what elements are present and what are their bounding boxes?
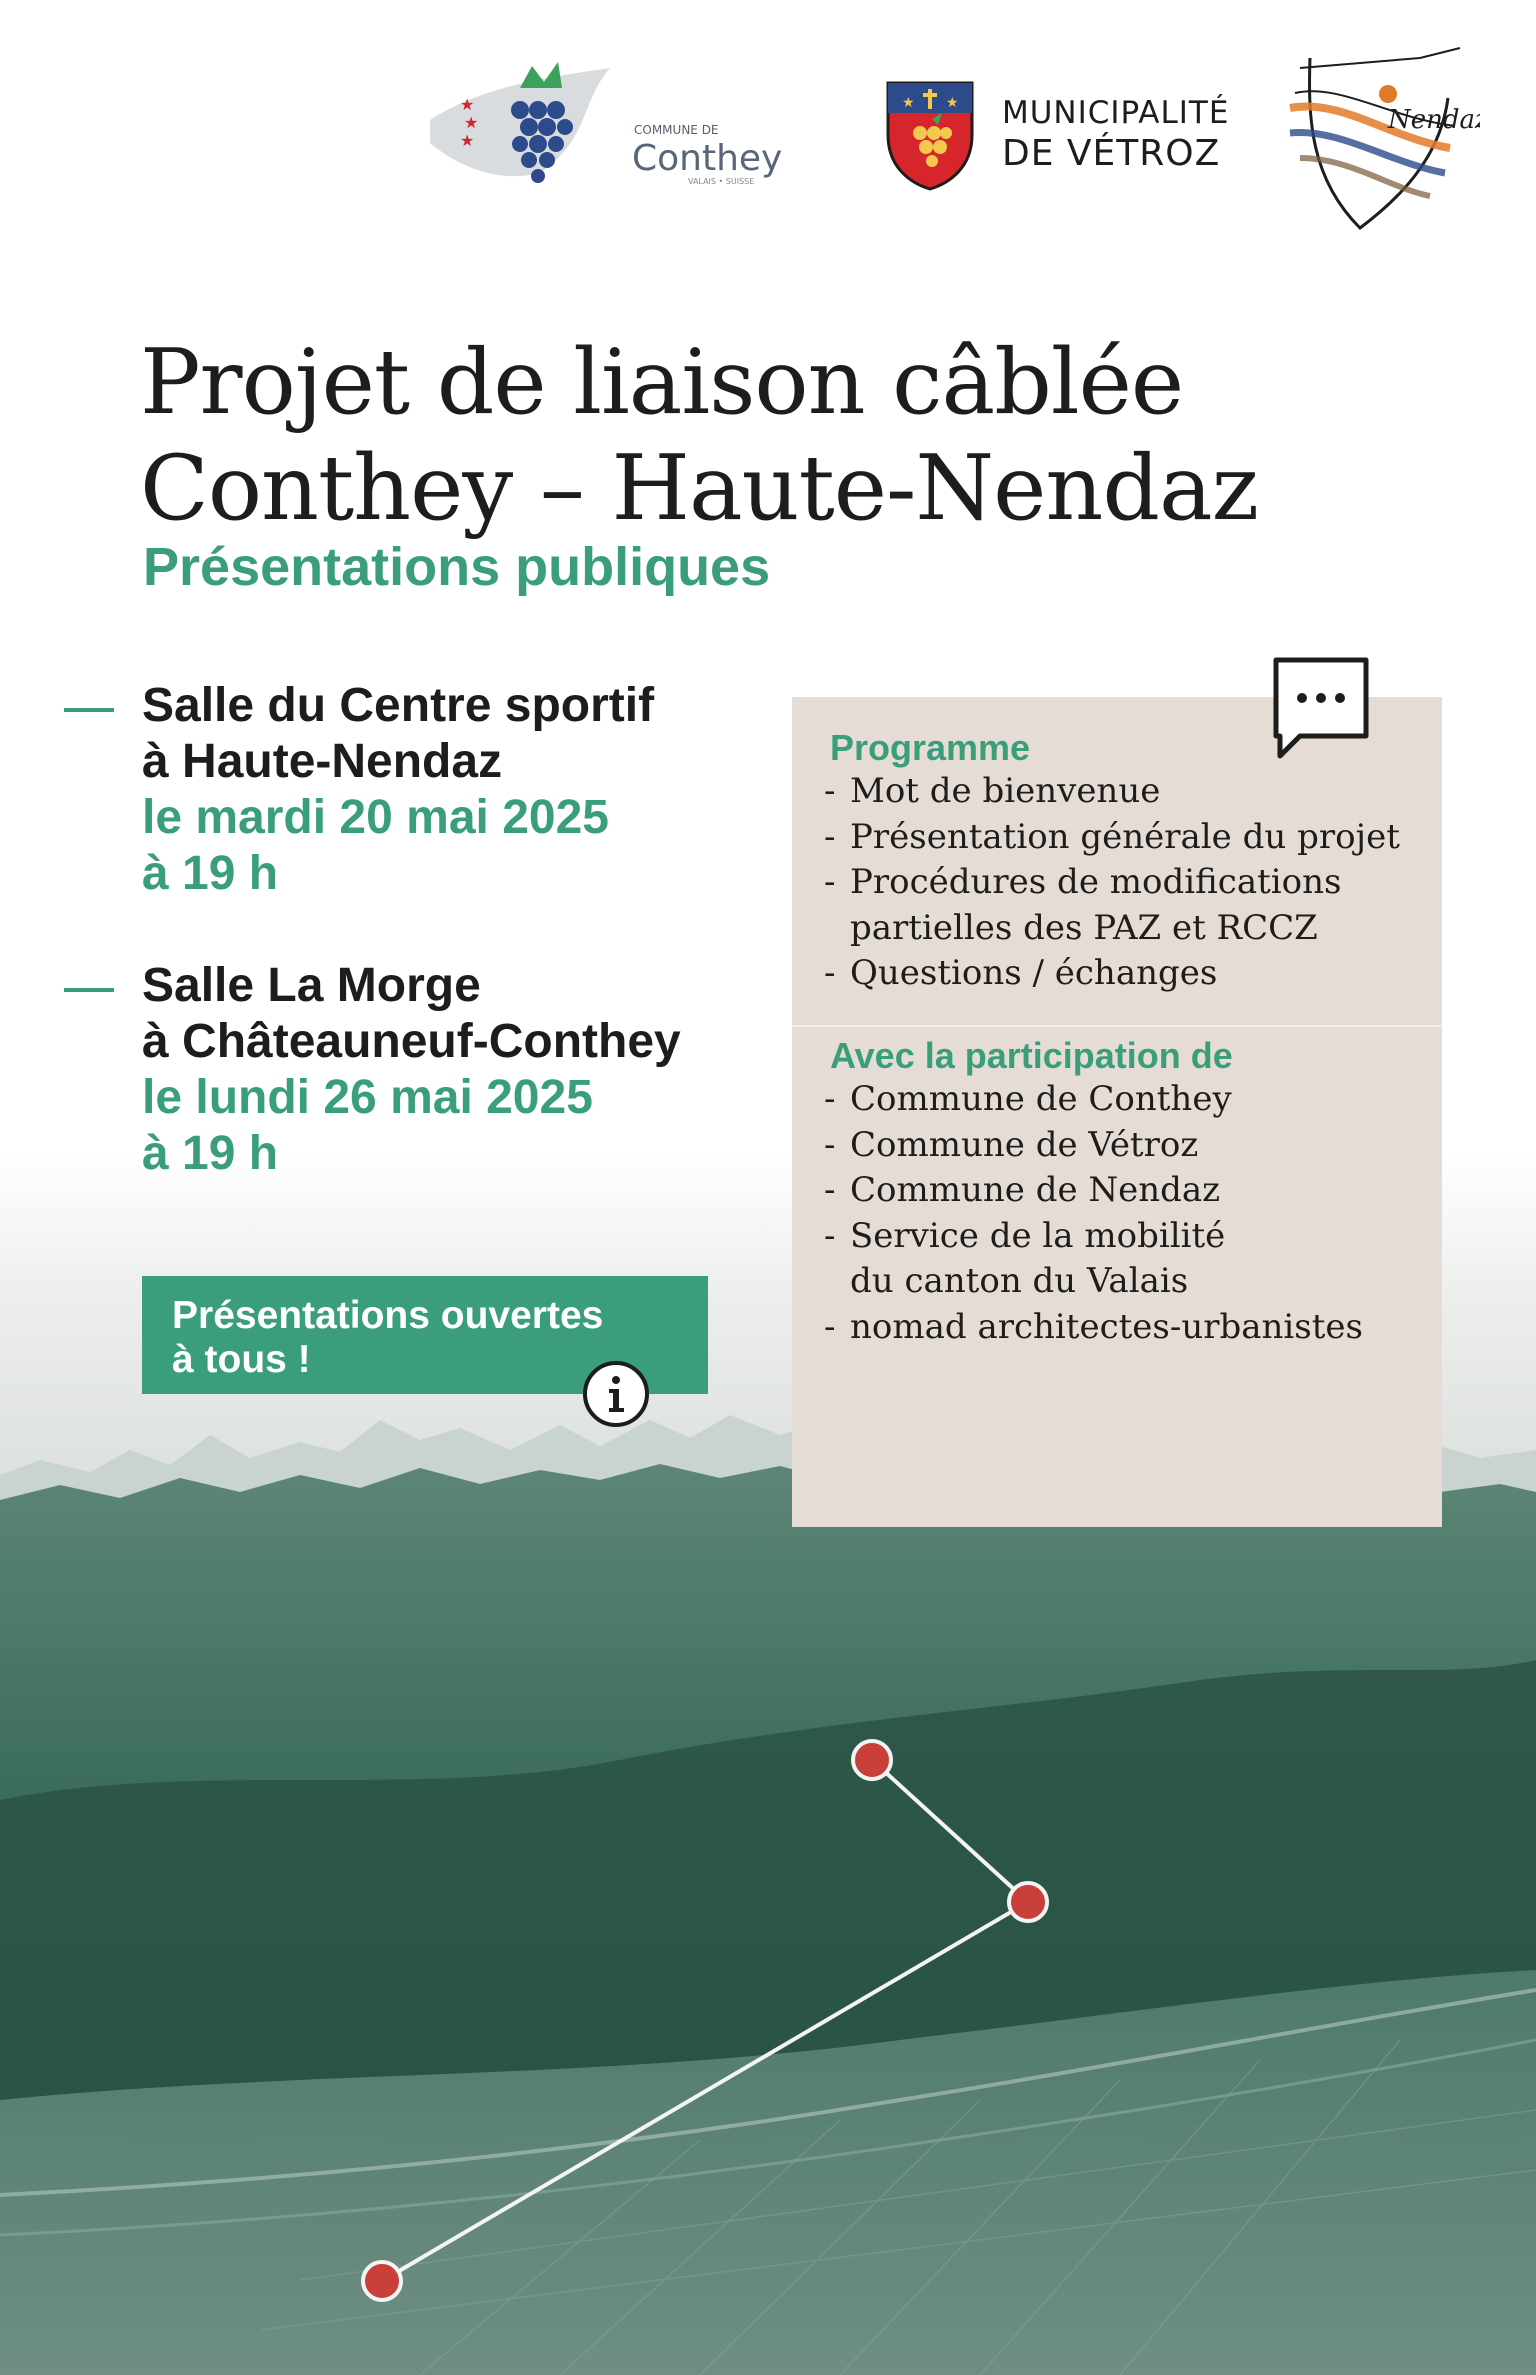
title-line-1: Projet de liaison câblée <box>140 330 1184 435</box>
svg-text:★: ★ <box>460 133 475 150</box>
svg-text:★: ★ <box>946 94 959 110</box>
dash-marker <box>64 708 114 712</box>
station-middle <box>1009 1883 1047 1921</box>
station-bottom <box>363 2262 401 2300</box>
vetroz-line2: DE VÉTROZ <box>1002 133 1221 174</box>
svg-text:★: ★ <box>902 94 915 110</box>
svg-text:Nendaz: Nendaz <box>1388 105 1480 135</box>
list-item: - Service de la mobilité <box>824 1214 1363 1260</box>
list-item: - nomad architectes-urbanistes <box>824 1305 1363 1351</box>
dash-marker <box>64 988 114 992</box>
participants-heading: Avec la participation de <box>830 1035 1233 1076</box>
event-venue: Salle du Centre sportif <box>142 679 655 732</box>
flower-icon <box>1379 85 1397 103</box>
event-date: le lundi 26 mai 2025 <box>142 1071 593 1124</box>
list-item-continuation: du canton du Valais <box>850 1261 1189 1301</box>
logo-vetroz <box>880 75 1230 195</box>
list-item: - Présentation générale du projet <box>824 815 1400 861</box>
open-line-1: Présentations ouvertes <box>172 1294 604 1337</box>
grape-leaf-icon <box>520 62 562 88</box>
chat-bubble-icon <box>1266 652 1376 762</box>
logo-conthey <box>420 48 800 198</box>
svg-text:★: ★ <box>460 97 475 114</box>
programme-panel <box>792 697 1442 1527</box>
list-item: - Procédures de modifications <box>824 860 1400 906</box>
svg-text:★: ★ <box>464 115 479 132</box>
svg-text:VALAIS • SUISSE: VALAIS • SUISSE <box>688 177 755 186</box>
event-location: à Haute-Nendaz <box>142 735 503 788</box>
subtitle: Présentations publiques <box>143 537 771 597</box>
list-item-continuation: partielles des PAZ et RCCZ <box>850 907 1318 948</box>
open-to-all-banner <box>142 1276 708 1394</box>
event-time: à 19 h <box>142 1127 279 1180</box>
list-item: - Questions / échanges <box>824 951 1400 997</box>
list-item: - Commune de Vétroz <box>824 1123 1363 1169</box>
event-chateauneuf-conthey <box>142 958 782 1182</box>
svg-text:Conthey: Conthey <box>632 138 783 179</box>
event-location: à Châteauneuf-Conthey <box>142 1015 681 1068</box>
logo-conthey-brushstroke <box>430 68 610 176</box>
event-time: à 19 h <box>142 847 279 900</box>
station-top <box>853 1741 891 1779</box>
list-item: - Mot de bienvenue <box>824 769 1400 815</box>
page-title <box>140 330 1440 542</box>
panel-divider <box>792 1025 1442 1027</box>
event-haute-nendaz <box>142 678 782 902</box>
participants-list <box>824 1077 1363 1350</box>
title-line-2: Conthey – Haute-Nendaz <box>140 436 1259 541</box>
vetroz-line1: MUNICIPALITÉ <box>1002 95 1230 131</box>
svg-text:COMMUNE DE: COMMUNE DE <box>634 123 719 137</box>
list-item: - Commune de Nendaz <box>824 1168 1363 1214</box>
logo-nendaz <box>1270 38 1480 238</box>
programme-heading: Programme <box>830 727 1031 768</box>
landscape-map <box>0 1380 1536 2375</box>
list-item: - Commune de Conthey <box>824 1077 1363 1123</box>
info-icon <box>582 1360 650 1428</box>
event-venue: Salle La Morge <box>142 959 481 1012</box>
event-date: le mardi 20 mai 2025 <box>142 791 609 844</box>
programme-list <box>824 769 1400 997</box>
open-to-all-text <box>172 1294 603 1382</box>
open-line-2: à tous ! <box>172 1338 311 1381</box>
